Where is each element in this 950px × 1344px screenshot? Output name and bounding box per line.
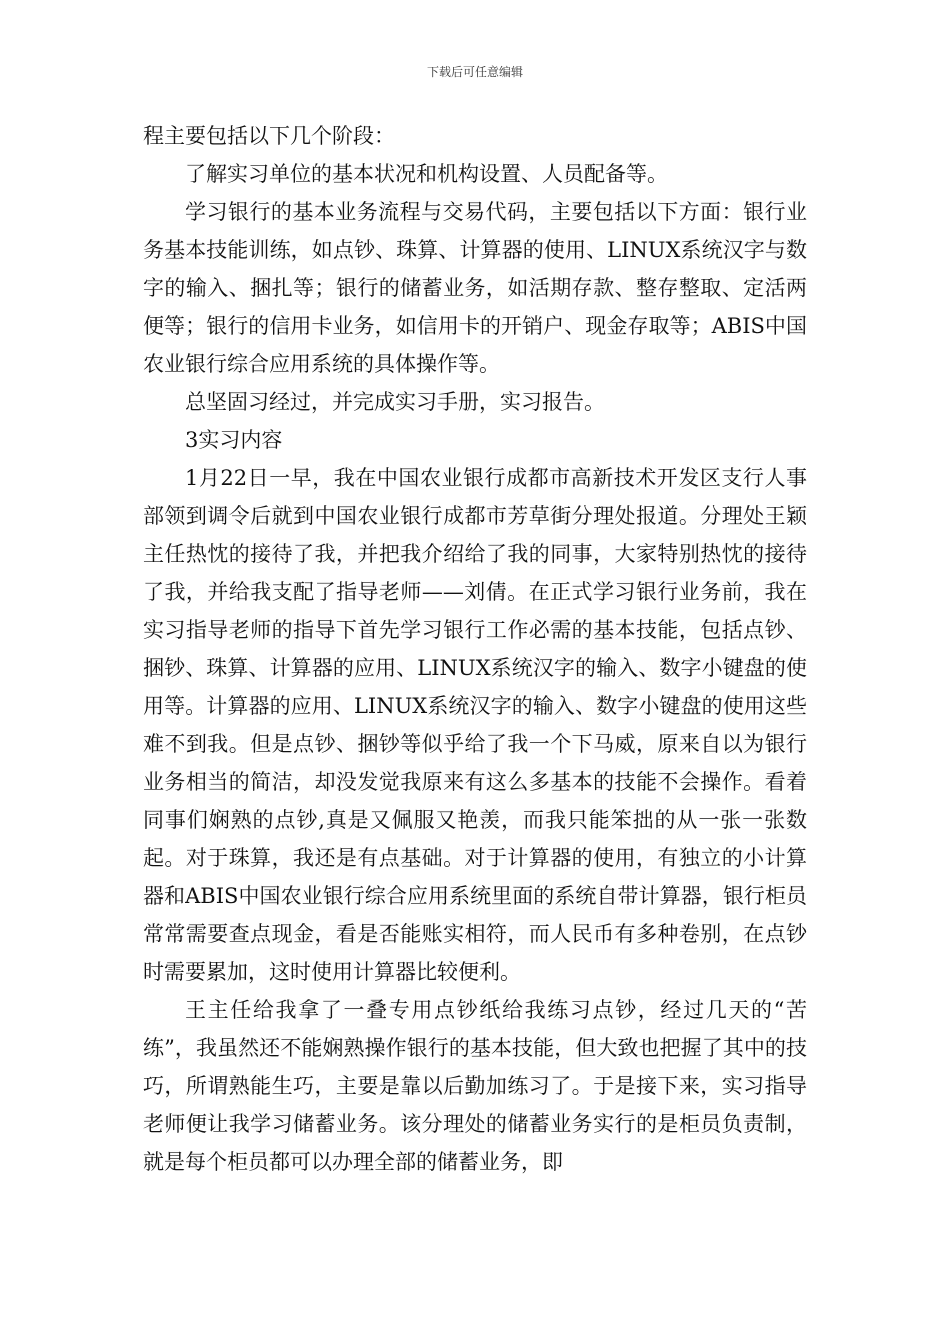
paragraph-summary: 总坚固习经过，并完成实习手册，实习报告。 bbox=[185, 390, 605, 414]
section-heading: 3实习内容 bbox=[185, 428, 283, 452]
paragraph-internship-start: 1月22日一早，我在中国农业银行成都市高新技术开发区支行人事部领到调令后就到中国农业银行成都市芳草街分理处报道。分理处王颖主任热忱的接待了我，并把我介绍给了我的同事，大家特别热忱的接待了我，并给我支配了指导老师——刘倩。在正式学习银行业务前，我在实习指导老师的指导下首先学习银行工作必需的基本技能，包括点钞、捆钞、珠算、计算器的应用、LINUX系统汉字的输入、数字小键盘的使用等。计算器的应用、LINUX系统汉字的输入、数字小键盘的使用这些难不到我。但是点钞、捆钞等似乎给了我一个下马威，原来自以为银行业务相当的简洁，却没发觉我原来有这么多基本的技能不会操作。看着同事们娴熟的点钞,真是又佩服又艳羡，而我只能笨拙的从一张一张数起。对于珠算，我还是有点基础。对于计算器的使用，有独立的小计算器和ABIS中国农业银行综合应用系统里面的系统自带计算器，银行柜员常常需要查点现金，看是否能账实相符，而人民币有多种卷别，在点钞时需要累加，这时使用计算器比较便利。 bbox=[143, 466, 807, 984]
paragraph-learn-business: 学习银行的基本业务流程与交易代码，主要包括以下方面：银行业务基本技能训练，如点钞、珠算、计算器的使用、LINUX系统汉字与数字的输入、捆扎等；银行的储蓄业务，如活期存款、整存整取、定活两便等；银行的信用卡业务，如信用卡的开销户、现金存取等；ABIS中国农业银行综合应用系统的具体操作等。 bbox=[143, 200, 807, 376]
paragraph-stages-intro: 程主要包括以下几个阶段： bbox=[143, 124, 395, 148]
paragraph-understand-unit: 了解实习单位的基本状况和机构设置、人员配备等。 bbox=[185, 162, 668, 186]
page-header: 下载后可任意编辑 bbox=[426, 65, 523, 79]
paragraph-practice: 王主任给我拿了一叠专用点钞纸给我练习点钞，经过几天的“苦练”，我虽然还不能娴熟操作银行的基本技能，但大致也把握了其中的技巧，所谓熟能生巧，主要是靠以后勤加练习了。于是接下来，实习指导老师便让我学习储蓄业务。该分理处的储蓄业务实行的是柜员负责制，就是每个柜员都可以办理全部的储蓄业务，即 bbox=[143, 998, 807, 1174]
document-body bbox=[143, 117, 807, 1181]
